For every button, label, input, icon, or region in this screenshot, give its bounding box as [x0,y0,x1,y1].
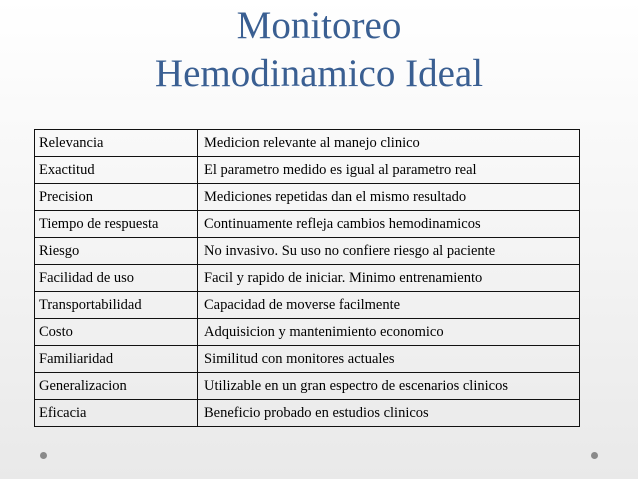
description-cell: Capacidad de moverse facilmente [198,292,580,319]
description-cell: Continuamente refleja cambios hemodinamicos [198,211,580,238]
attribute-cell: Eficacia [35,400,198,427]
attribute-cell: Facilidad de uso [35,265,198,292]
description-cell: Medicion relevante al manejo clinico [198,130,580,157]
attribute-cell: Costo [35,319,198,346]
attribute-cell: Exactitud [35,157,198,184]
table-row [35,238,580,265]
description-cell: Similitud con monitores actuales [198,346,580,373]
table-row [35,319,580,346]
table-row [35,373,580,400]
table-body [35,130,580,427]
title-line-2: Hemodinamico Ideal [154,52,484,95]
description-cell: Facil y rapido de iniciar. Minimo entrenamiento [198,265,580,292]
table-row [35,292,580,319]
title-line-1: Monitoreo [236,4,402,47]
table-row [35,130,580,157]
attributes-table [34,129,580,427]
table-row [35,346,580,373]
attribute-cell: Transportabilidad [35,292,198,319]
slide-title [0,2,638,98]
description-cell: No invasivo. Su uso no confiere riesgo al paciente [198,238,580,265]
table-row [35,265,580,292]
description-cell: El parametro medido es igual al parametro real [198,157,580,184]
attribute-cell: Tiempo de respuesta [35,211,198,238]
right-dot-icon [591,452,598,459]
attribute-cell: Riesgo [35,238,198,265]
description-cell: Utilizable en un gran espectro de escenarios clinicos [198,373,580,400]
description-cell: Beneficio probado en estudios clinicos [198,400,580,427]
table-row [35,400,580,427]
description-cell: Mediciones repetidas dan el mismo resultado [198,184,580,211]
left-dot-icon [40,452,47,459]
attribute-cell: Precision [35,184,198,211]
table-row [35,184,580,211]
attribute-cell: Relevancia [35,130,198,157]
table-row [35,157,580,184]
table-container [34,129,579,427]
attribute-cell: Generalizacion [35,373,198,400]
table-row [35,211,580,238]
attribute-cell: Familiaridad [35,346,198,373]
description-cell: Adquisicion y mantenimiento economico [198,319,580,346]
